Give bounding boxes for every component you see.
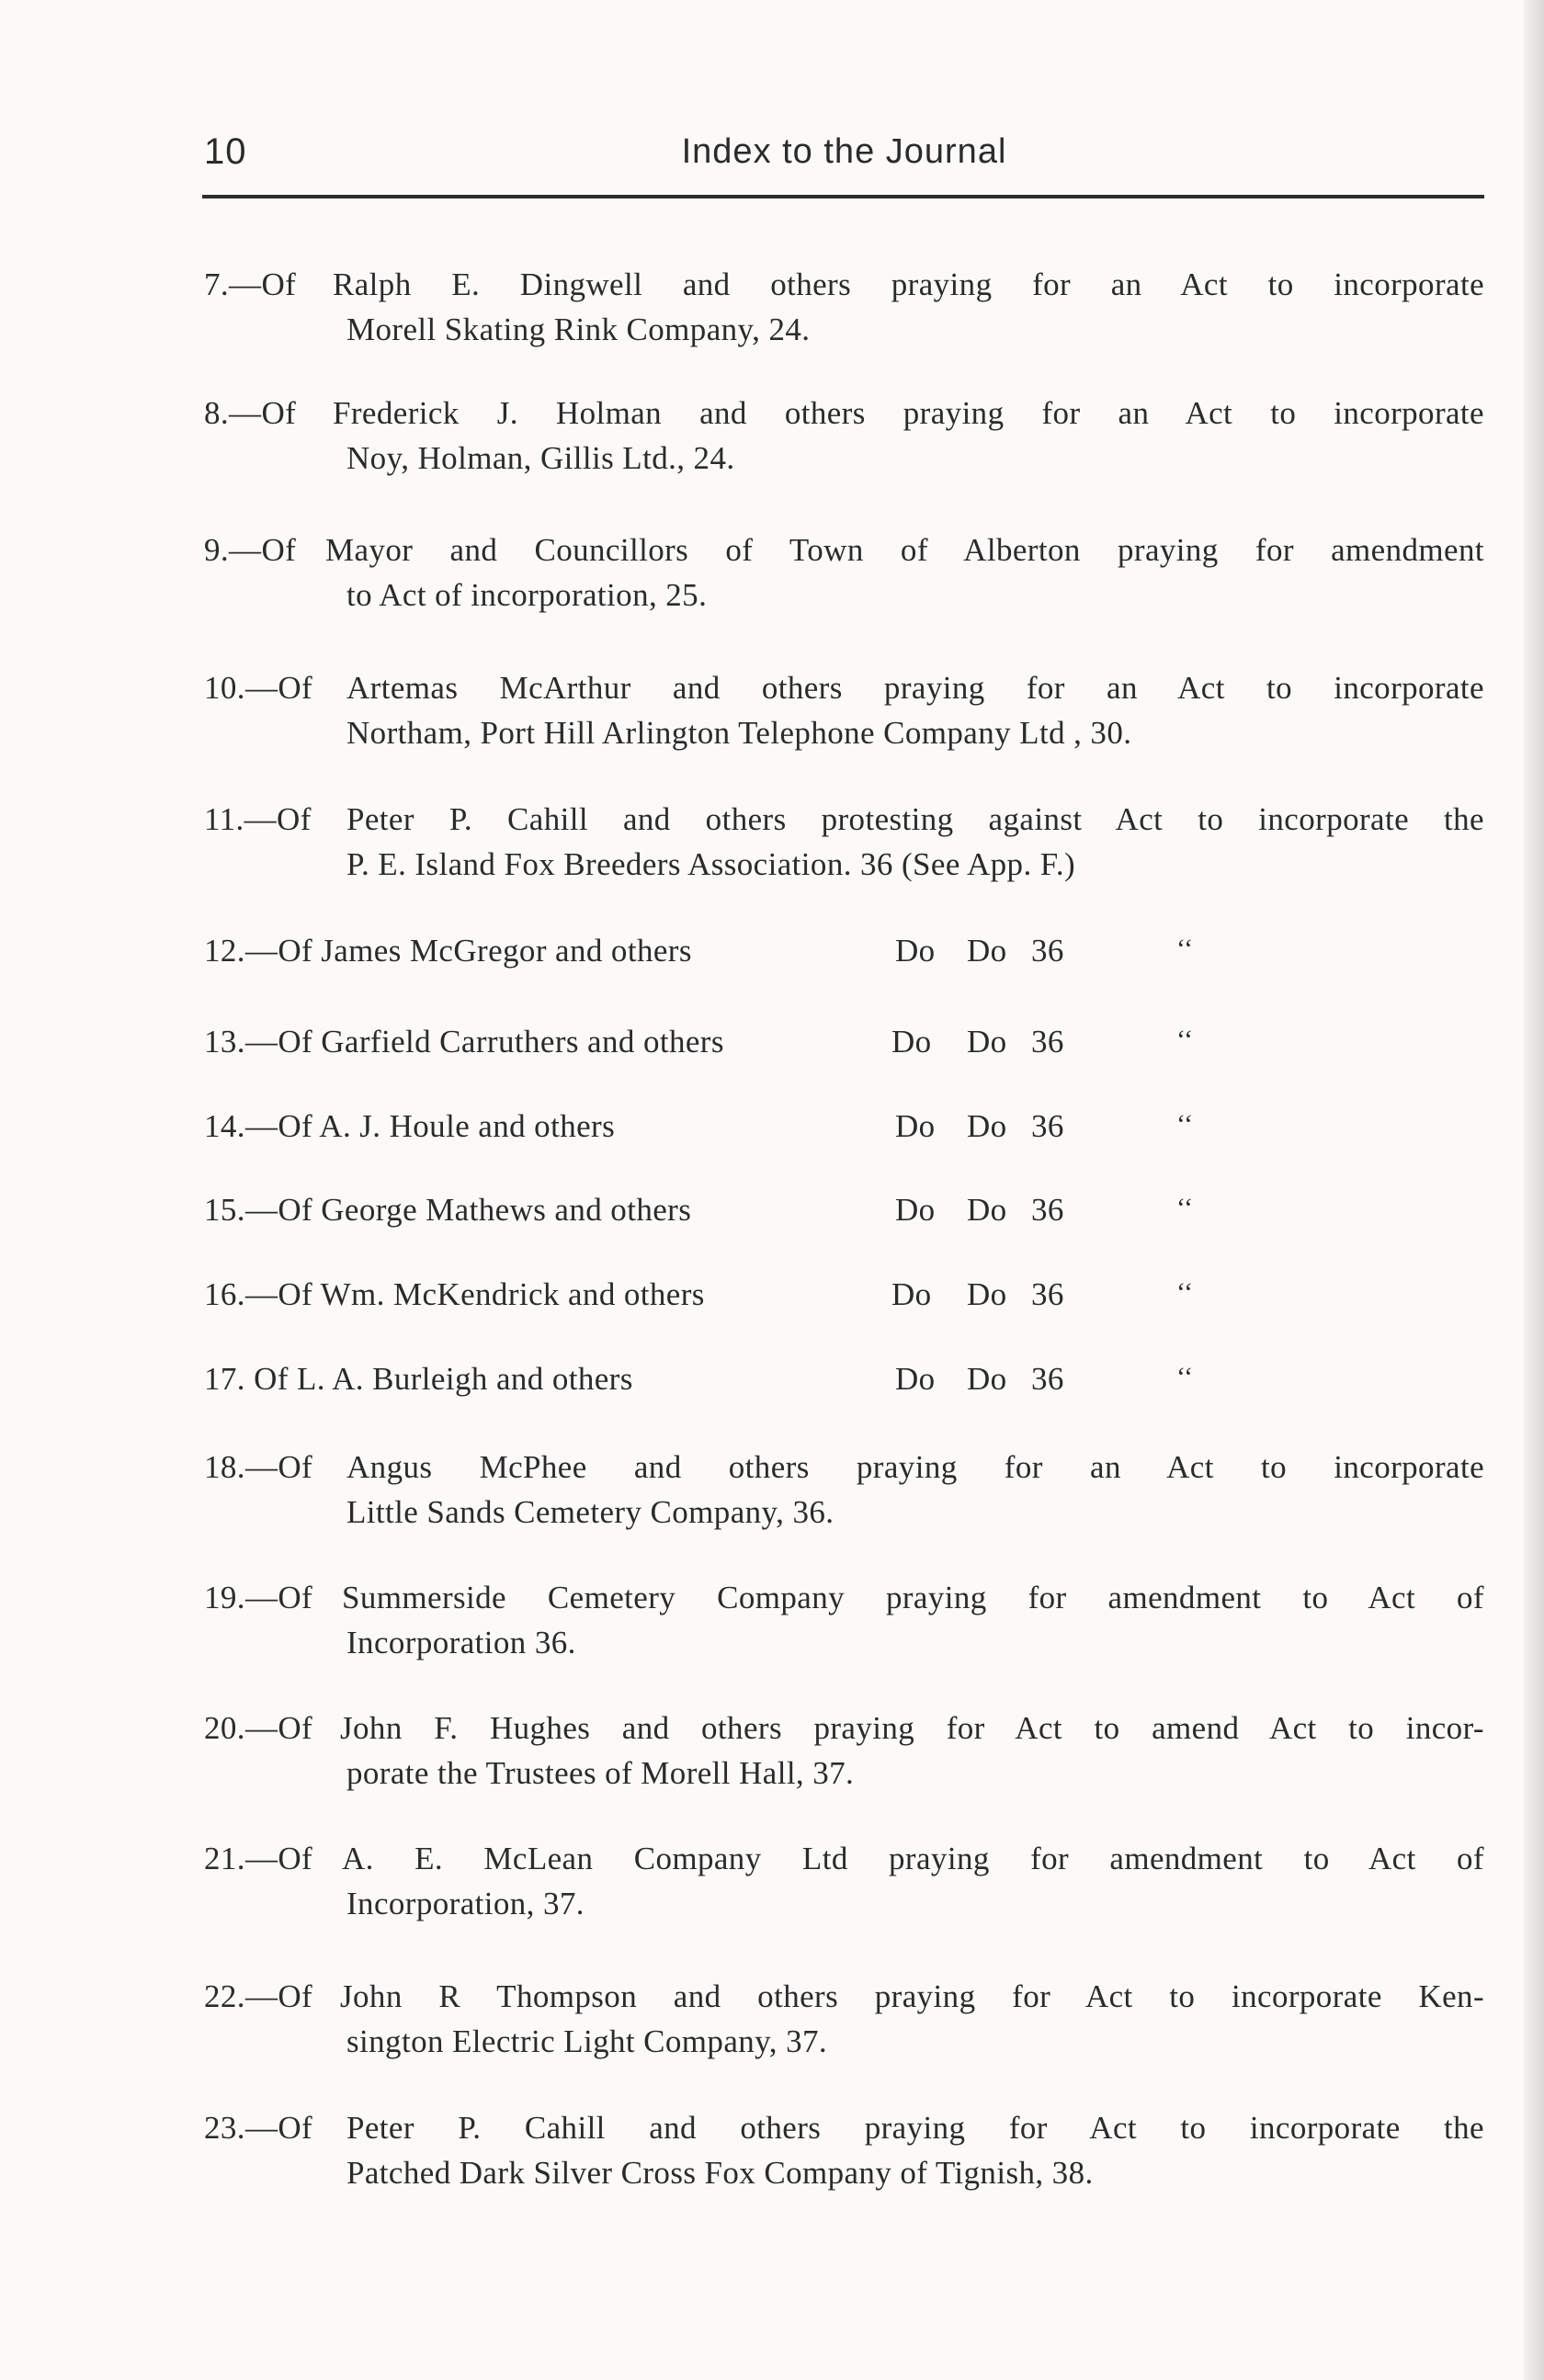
- ditto-do: Do: [967, 1192, 1007, 1228]
- entry-continuation: Incorporation 36.: [346, 1625, 576, 1660]
- entry-first-line: Ralph E. Dingwell and others praying for an Act to incorporate: [333, 266, 1484, 302]
- index-entry-16: [204, 1272, 1484, 1317]
- entry-first-line: Frederick J. Holman and others praying for an Act to incorporate: [333, 395, 1484, 431]
- ditto-mark: ‘‘: [1176, 934, 1194, 964]
- entry-continuation: to Act of incorporation, 25.: [346, 577, 708, 613]
- entry-first-line: Mayor and Councillors of Town of Alberton praying for amendment: [325, 532, 1484, 568]
- entry-first-line: A. E. McLean Company Ltd praying for amendment to Act of: [342, 1841, 1484, 1876]
- index-entry-23: [204, 2105, 1484, 2195]
- ditto-mark: ‘‘: [1176, 1362, 1194, 1392]
- ditto-do: Do: [967, 1276, 1007, 1312]
- index-entry-21: [204, 1836, 1484, 1926]
- entry-label: 17. Of L. A. Burleigh and others: [204, 1361, 633, 1397]
- entry-continuation: P. E. Island Fox Breeders Association. 36 (See App. F.): [346, 846, 1076, 882]
- index-entry-18: [204, 1445, 1484, 1535]
- index-entry-22: [204, 1974, 1484, 2064]
- entry-page: 36: [1031, 1276, 1064, 1312]
- entry-first-line: Peter P. Cahill and others protesting against Act to incorporate the: [346, 801, 1484, 837]
- index-entry-19: [204, 1575, 1484, 1665]
- entry-number: 11.—Of: [204, 801, 312, 837]
- entry-first-line: Summerside Cemetery Company praying for amendment to Act of: [342, 1580, 1484, 1615]
- entry-number: 20.—Of: [204, 1710, 313, 1746]
- ditto-mark: ‘‘: [1176, 1109, 1194, 1139]
- entry-first-line: John F. Hughes and others praying for Act to amend Act to incor-: [340, 1710, 1484, 1746]
- entry-continuation: Incorporation, 37.: [346, 1886, 585, 1921]
- entry-first-line: Peter P. Cahill and others praying for Act to incorporate the: [346, 2110, 1484, 2146]
- ditto-mark: ‘‘: [1176, 1277, 1194, 1308]
- entry-continuation: Patched Dark Silver Cross Fox Company of Tignish, 38.: [346, 2155, 1094, 2191]
- page-number: 10: [204, 131, 247, 172]
- entry-page: 36: [1031, 1024, 1064, 1060]
- index-entry-10: [204, 665, 1484, 755]
- entry-first-line: John R Thompson and others praying for Act to incorporate Ken-: [340, 1978, 1484, 2014]
- ditto-do: Do: [891, 1276, 932, 1312]
- entry-number: 9.—Of: [204, 532, 297, 568]
- ditto-do: Do: [891, 1024, 932, 1060]
- ditto-do: Do: [895, 1108, 936, 1144]
- index-entry-20: [204, 1706, 1484, 1796]
- index-entry-12: [204, 928, 1484, 973]
- entry-page: 36: [1031, 1108, 1064, 1144]
- index-entry-11: [204, 797, 1484, 887]
- entry-number: 7.—Of: [204, 266, 297, 302]
- ditto-do: Do: [967, 1361, 1007, 1397]
- index-entry-14: [204, 1104, 1484, 1149]
- ditto-mark: ‘‘: [1176, 1193, 1194, 1223]
- entry-continuation: Northam, Port Hill Arlington Telephone Company Ltd , 30.: [346, 715, 1132, 751]
- page-edge-shadow: [1524, 0, 1544, 2380]
- index-entry-17: [204, 1356, 1484, 1401]
- ditto-do: Do: [895, 1192, 936, 1228]
- entry-number: 8.—Of: [204, 395, 297, 431]
- index-entry-7: [204, 262, 1484, 352]
- entry-label: 16.—Of Wm. McKendrick and others: [204, 1276, 705, 1312]
- index-entry-15: [204, 1187, 1484, 1232]
- entry-first-line: Angus McPhee and others praying for an Act to incorporate: [346, 1449, 1484, 1485]
- running-title: Index to the Journal: [681, 132, 1007, 171]
- entry-label: 15.—Of George Mathews and others: [204, 1192, 692, 1228]
- entry-number: 10.—Of: [204, 670, 313, 706]
- entry-number: 19.—Of: [204, 1580, 313, 1615]
- entry-label: 13.—Of Garfield Carruthers and others: [204, 1024, 724, 1060]
- index-entry-8: [204, 391, 1484, 481]
- entry-number: 22.—Of: [204, 1978, 313, 2014]
- index-entry-9: [204, 527, 1484, 618]
- entry-page: 36: [1031, 1192, 1064, 1228]
- entry-continuation: Noy, Holman, Gillis Ltd., 24.: [346, 440, 735, 476]
- entry-label: 14.—Of A. J. Houle and others: [204, 1108, 616, 1144]
- index-entry-13: [204, 1019, 1484, 1064]
- entry-continuation: porate the Trustees of Morell Hall, 37.: [346, 1755, 855, 1791]
- entry-number: 18.—Of: [204, 1449, 313, 1485]
- entry-continuation: Morell Skating Rink Company, 24.: [346, 312, 811, 347]
- entry-label: 12.—Of James McGregor and others: [204, 933, 692, 969]
- entry-continuation: sington Electric Light Company, 37.: [346, 2023, 828, 2059]
- entry-number: 23.—Of: [204, 2110, 313, 2146]
- index-entries: [204, 0, 1484, 2380]
- entry-first-line: Artemas McArthur and others praying for an Act to incorporate: [346, 670, 1484, 706]
- ditto-do: Do: [895, 933, 936, 969]
- entry-page: 36: [1031, 933, 1064, 969]
- ditto-mark: ‘‘: [1176, 1025, 1194, 1055]
- ditto-do: Do: [895, 1361, 936, 1397]
- entry-number: 21.—Of: [204, 1841, 313, 1876]
- ditto-do: Do: [967, 1024, 1007, 1060]
- ditto-do: Do: [967, 933, 1007, 969]
- entry-continuation: Little Sands Cemetery Company, 36.: [346, 1494, 834, 1530]
- ditto-do: Do: [967, 1108, 1007, 1144]
- entry-page: 36: [1031, 1361, 1064, 1397]
